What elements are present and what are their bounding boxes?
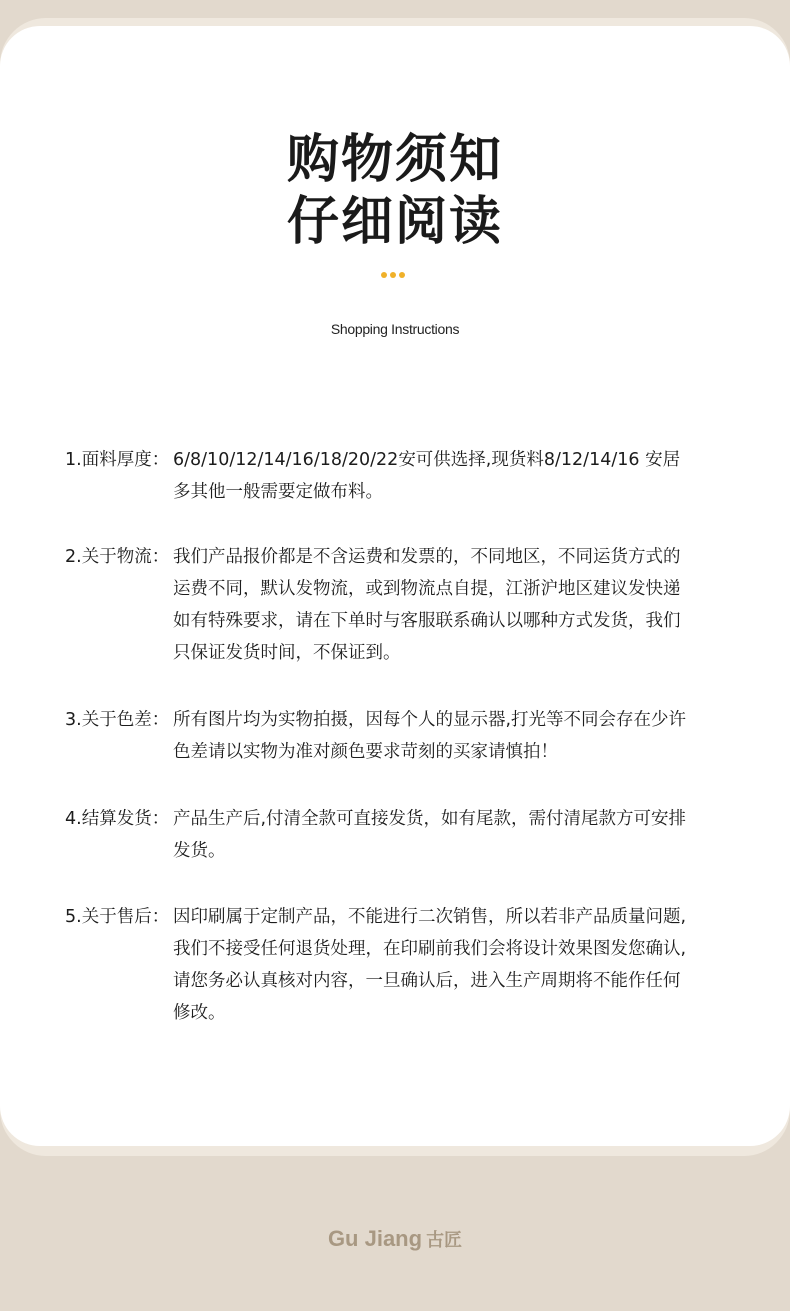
page-title-line1: 购物须知 (286, 130, 503, 190)
dot-icon (399, 272, 405, 278)
dot-icon (381, 272, 387, 278)
page-subtitle: Shopping Instructions (330, 321, 460, 337)
instruction-line: 6/8/10/12/14/16/18/20/22安可供选择,现货料8/12/14/16 安居 (173, 450, 681, 470)
instruction-line: 所有图片均为实物拍摄，因每个人的显示器,打光等不同会存在少许 (173, 710, 687, 730)
instruction-line: 只保证发货时间，不保证到。 (173, 643, 401, 663)
instruction-label: 5.关于售后： (65, 907, 170, 927)
instruction-label: 1.面料厚度： (65, 450, 170, 470)
instruction-body (173, 803, 733, 867)
instruction-line: 请您务必认真核对内容，一旦确认后，进入生产周期将不能作任何 (173, 971, 681, 991)
page-title-line2: 仔细阅读 (286, 192, 503, 252)
dot-icon (390, 272, 396, 278)
brand-cn: 古匠 (426, 1230, 463, 1251)
instruction-line: 修改。 (173, 1003, 226, 1023)
instruction-line: 运费不同，默认发物流，或到物流点自提，江浙沪地区建议发快递 (173, 579, 681, 599)
instruction-line: 因印刷属于定制产品，不能进行二次销售，所以若非产品质量问题, (173, 907, 687, 927)
instruction-line: 色差请以实物为准对颜色要求苛刻的买家请慎拍！ (173, 742, 558, 762)
instruction-body (173, 704, 733, 768)
instruction-body (173, 541, 733, 669)
instruction-line: 多其他一般需要定做布料。 (173, 482, 383, 502)
instruction-line: 我们不接受任何退货处理，在印刷前我们会将设计效果图发您确认, (173, 939, 687, 959)
instruction-label: 3.关于色差： (65, 710, 170, 730)
instruction-line: 我们产品报价都是不含运费和发票的，不同地区，不同运货方式的 (173, 547, 681, 567)
instruction-line: 如有特殊要求，请在下单时与客服联系确认以哪种方式发货，我们 (173, 611, 681, 631)
instruction-body (173, 444, 733, 508)
instruction-line: 发货。 (173, 841, 226, 861)
decorative-dots (381, 272, 405, 278)
instruction-body (173, 901, 733, 1029)
brand-latin: Gu Jiang (327, 1226, 423, 1251)
instruction-label: 2.关于物流： (65, 547, 170, 567)
instruction-label: 4.结算发货： (65, 809, 170, 829)
brand-logo (0, 1226, 790, 1252)
instruction-line: 产品生产后,付清全款可直接发货，如有尾款，需付清尾款方可安排 (173, 809, 687, 829)
